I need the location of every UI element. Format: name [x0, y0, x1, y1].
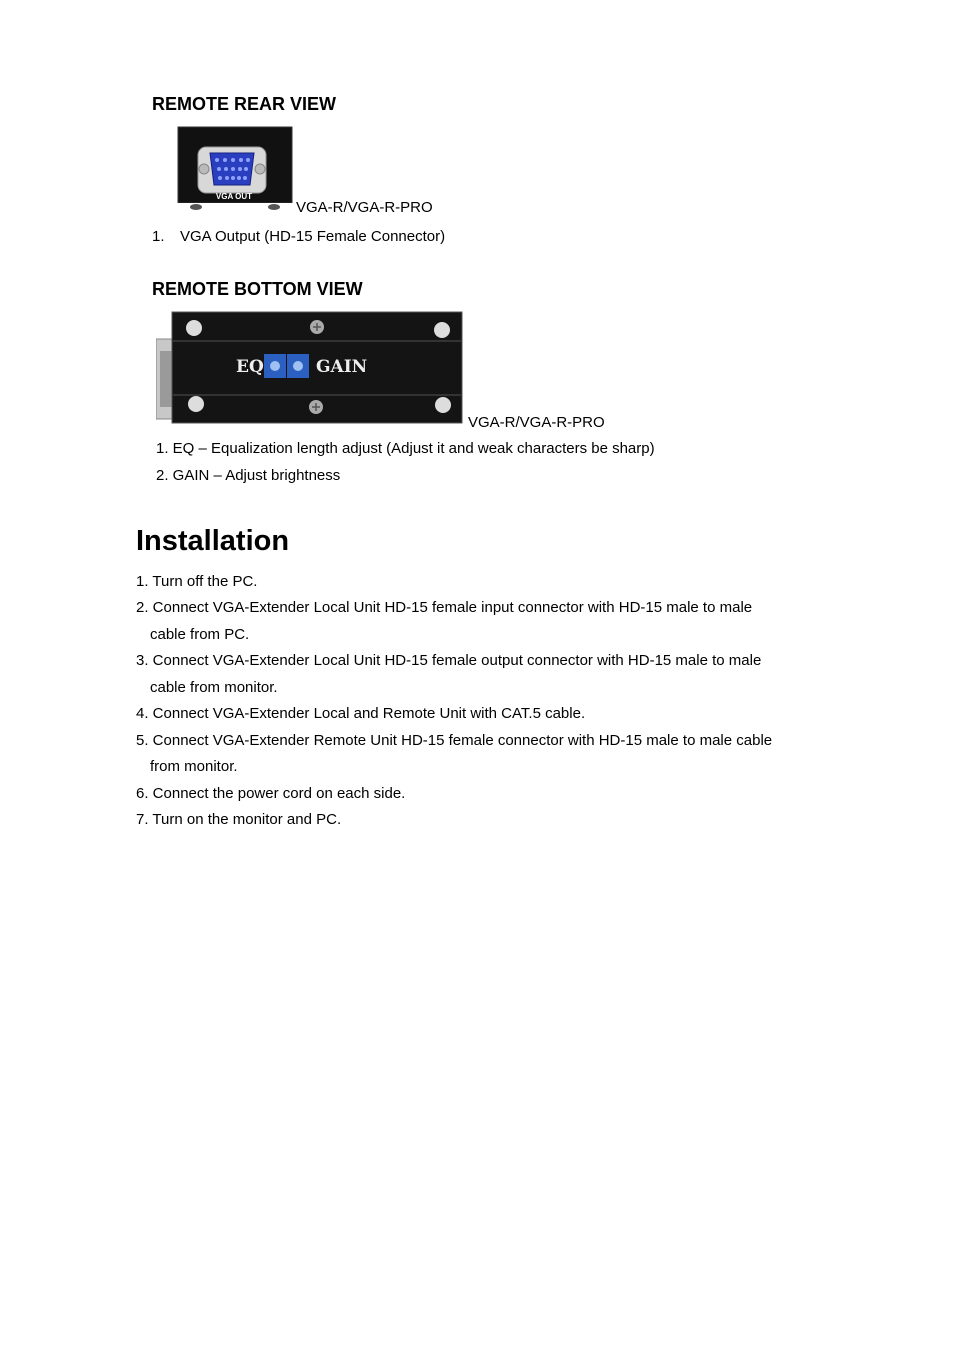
install-step: 7. Turn on the monitor and PC. [136, 811, 342, 828]
gain-knob-icon [293, 361, 303, 371]
installation-title: Installation [136, 525, 290, 557]
bottom-item: 1. EQ – Equalization length adjust (Adjust it and weak characters be sharp) [156, 440, 655, 457]
install-step: 1. Turn off the PC. [136, 573, 258, 590]
eq-label: EQ [236, 357, 264, 377]
install-step-continuation: from monitor. [150, 758, 238, 775]
rear-view-caption: VGA-R/VGA-R-PRO [296, 199, 433, 216]
bottom-item: 2. GAIN – Adjust brightness [156, 467, 341, 484]
bottom-view-caption: VGA-R/VGA-R-PRO [468, 414, 605, 431]
gain-label: GAIN [316, 357, 368, 377]
rear-view-photo [176, 125, 294, 213]
rear-item-number: 1. [152, 228, 165, 245]
install-step: 2. Connect VGA-Extender Local Unit HD-15 female input connector with HD-15 male to male [136, 599, 753, 616]
install-step: 5. Connect VGA-Extender Remote Unit HD-15 female connector with HD-15 male to male cable [136, 732, 773, 749]
install-step-continuation: cable from monitor. [150, 679, 278, 696]
install-step-continuation: cable from PC. [150, 626, 250, 643]
vga-out-label: VGA OUT [215, 192, 253, 201]
install-step: 4. Connect VGA-Extender Local and Remote Unit with CAT.5 cable. [136, 705, 586, 722]
rear-view-heading: REMOTE REAR VIEW [152, 94, 337, 114]
bottom-view-photo [156, 311, 464, 424]
bottom-view-heading: REMOTE BOTTOM VIEW [152, 279, 363, 299]
rear-item-text: VGA Output (HD-15 Female Connector) [180, 228, 446, 245]
install-step: 6. Connect the power cord on each side. [136, 785, 406, 802]
install-step: 3. Connect VGA-Extender Local Unit HD-15 female output connector with HD-15 male to male [136, 652, 762, 669]
eq-knob-icon [270, 361, 280, 371]
